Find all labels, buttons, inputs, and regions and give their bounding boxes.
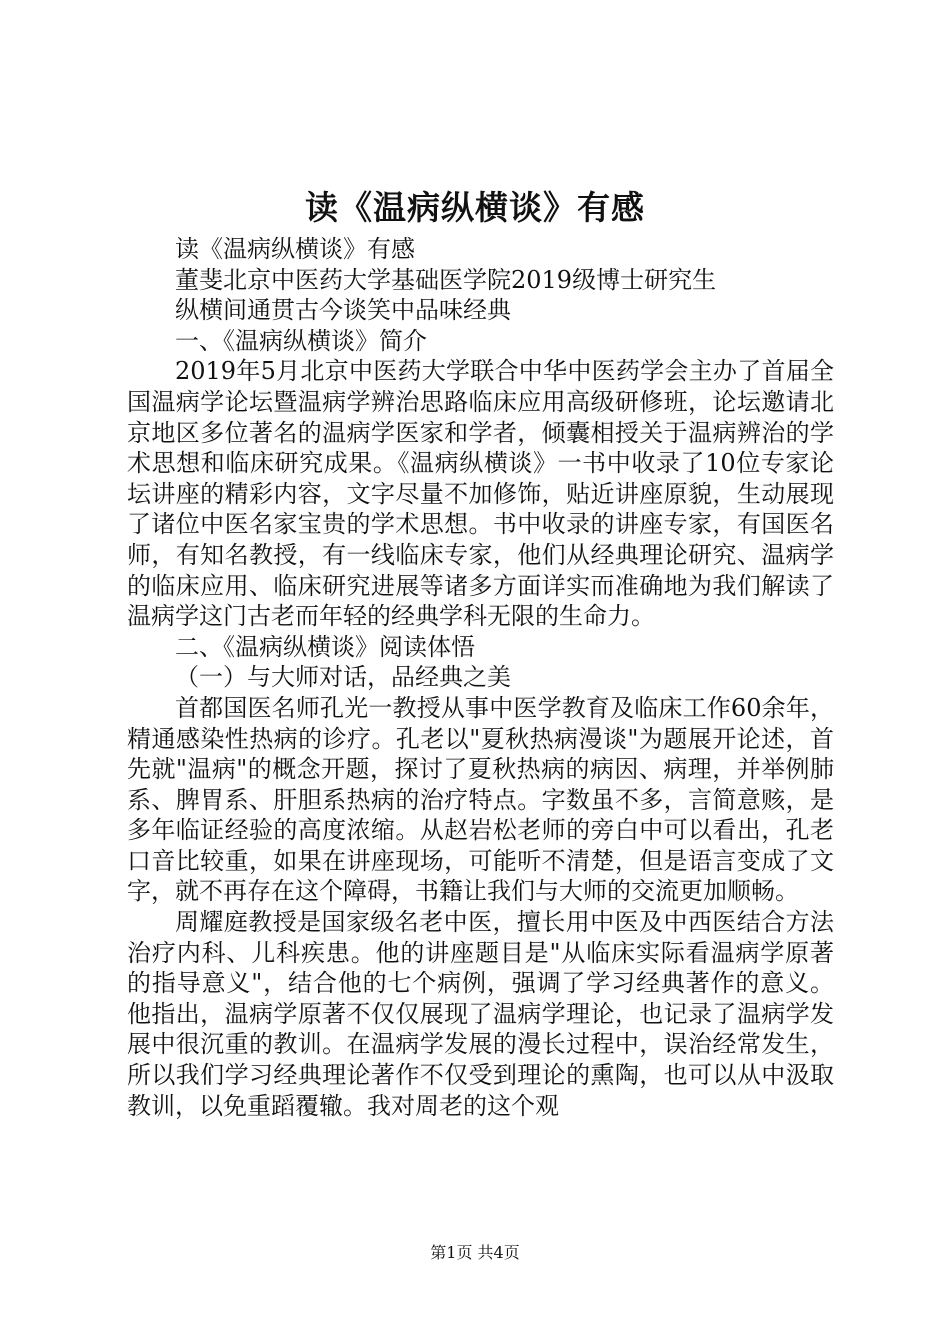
page-footer: 第1页 共4页 xyxy=(430,1243,520,1262)
paragraph-author: 董斐北京中医药大学基础医学院2019级博士研究生 xyxy=(175,265,717,294)
paragraph-kong: 首都国医名师孔光一教授从事中医学教育及临床工作60余年，精通感染性热病的诊疗。孔老以"夏秋热病漫谈"为题展开论述，首先就"温病"的概念开题，探讨了夏秋热病的病因、病理，并举例肺系、脾胃系、肝胆系热病的治疗特点。字数虽不多，言简意赅，是多年临证经验的高度浓缩。从赵岩松老师的旁白中可以看出，孔老口音比较重，如果在讲座现场，可能听不清楚，但是语言变成了文字，就不再存在这个障碍，书籍让我们与大师的交流更加顺畅。 xyxy=(127,693,834,906)
paragraph-zhou: 周耀庭教授是国家级名老中医，擅长用中医及中西医结合方法治疗内科、儿科疾患。他的讲座题目是"从临床实际看温病学原著的指导意义"，结合他的七个病例，强调了学习经典著作的意义。他指出，温病学原著不仅仅展现了温病学理论，也记录了温病学发展中很沉重的教训。在温病学发展的漫长过程中，误治经常发生，所以我们学习经典理论著作不仅受到理论的熏陶，也可以从中汲取教训，以免重蹈覆辙。我对周老的这个观 xyxy=(127,908,834,1120)
paragraph-intro: 2019年5月北京中医药大学联合中华中医药学会主办了首届全国温病学论坛暨温病学辨治思路临床应用高级研修班，论坛邀请北京地区多位著名的温病学医家和学者，倾囊相授关于温病辨治的学术思想和临床研究成果。《温病纵横谈》一书中收录了10位专家论坛讲座的精彩内容，文字尽量不加修饰，贴近讲座原貌，生动展现了诸位中医名家宝贵的学术思想。书中收录的讲座专家，有国医名师，有知名教授，有一线临床专家，他们从经典理论研究、温病学的临床应用、临床研究进展等诸多方面详实而准确地为我们解读了温病学这门古老而年轻的经典学科无限的生命力。 xyxy=(127,357,834,631)
document-title: 读《温病纵横谈》有感 xyxy=(305,188,645,227)
section-heading-1: 一、《温病纵横谈》简介 xyxy=(175,326,427,355)
paragraph-subtitle: 纵横间通贯古今谈笑中品味经典 xyxy=(175,296,511,325)
paragraph-heading-repeat: 读《温病纵横谈》有感 xyxy=(175,235,415,263)
document-body xyxy=(127,234,834,1121)
section-heading-2: 二、《温病纵横谈》阅读体悟 xyxy=(175,632,475,661)
subsection-heading-1: （一）与大师对话，品经典之美 xyxy=(175,663,511,692)
